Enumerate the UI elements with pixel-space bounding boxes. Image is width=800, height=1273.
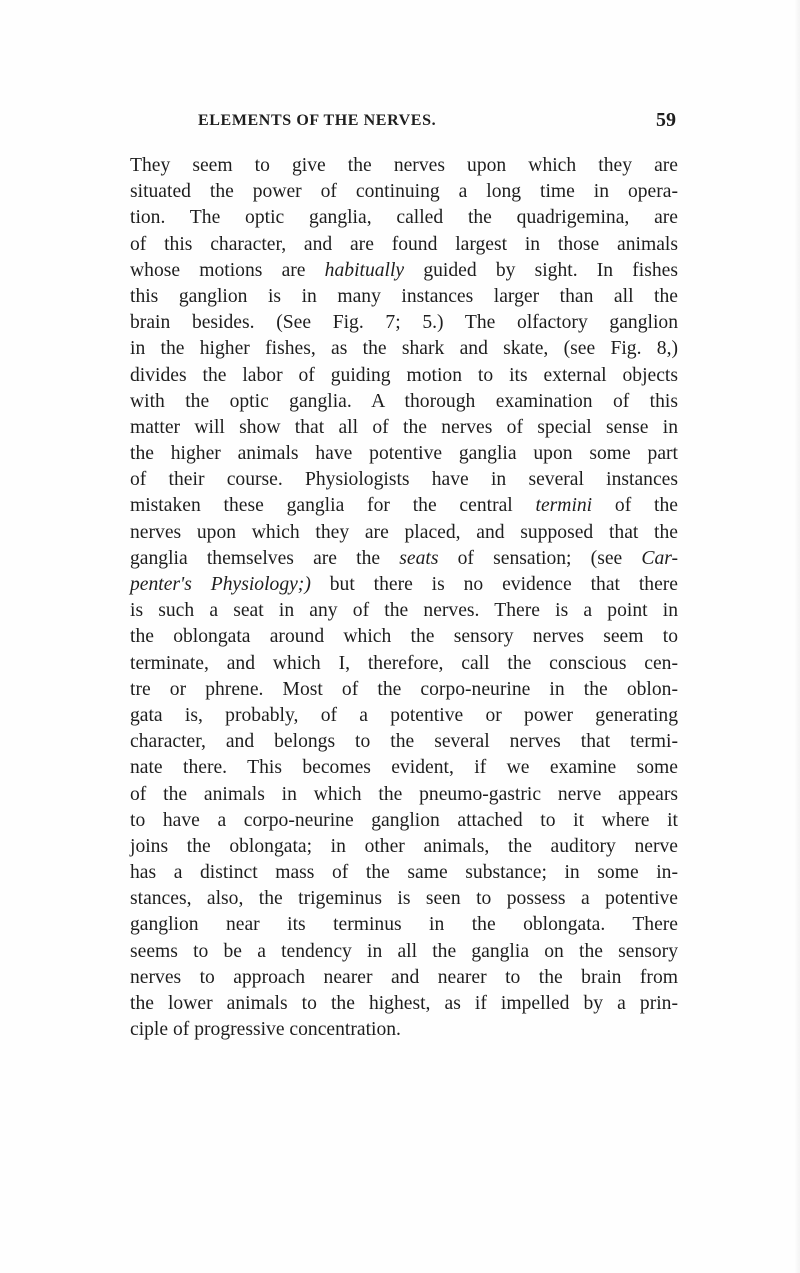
- text-run: guided by sight. In fishes: [404, 259, 678, 281]
- text-run: whose motions are: [130, 259, 325, 281]
- text-line: character, and belongs to the several nerves that termi-: [130, 731, 678, 753]
- text-line: this ganglion is in many instances larger than all the: [130, 285, 678, 307]
- text-line: nate there. This becomes evident, if we examine some: [130, 757, 678, 779]
- text-line: nerves upon which they are placed, and supposed that the: [130, 521, 678, 543]
- italic-term: termini: [535, 495, 593, 517]
- text-line: situated the power of continuing a long time in opera-: [130, 181, 678, 203]
- page-number: 59: [656, 109, 676, 131]
- text-line: They seem to give the nerves upon which they are: [130, 155, 678, 176]
- text-line: tion. The optic ganglia, called the quadrigemina, are: [130, 207, 678, 229]
- text-line: the oblongata around which the sensory nerves seem to: [130, 626, 678, 648]
- text-run: of the: [592, 495, 678, 517]
- text-line: terminate, and which I, therefore, call the conscious cen-: [130, 652, 678, 674]
- text-run: but there is no evidence that there: [310, 574, 678, 595]
- text-line: the lower animals to the highest, as if impelled by a prin-: [130, 993, 678, 1014]
- text-line: is such a seat in any of the nerves. There is a point in: [130, 600, 678, 622]
- page-edge-shadow: [794, 0, 800, 1273]
- page-header: [130, 109, 676, 136]
- text-line: divides the labor of guiding motion to its external objects: [130, 364, 678, 386]
- text-line: brain besides. (See Fig. 7; 5.) The olfactory ganglion: [130, 312, 678, 334]
- text-line: of the animals in which the pneumo-gastric nerve appears: [130, 783, 678, 805]
- body-paragraph: [130, 153, 678, 1043]
- text-line: in the higher fishes, as the shark and skate, (see Fig. 8,): [130, 338, 678, 360]
- italic-term: seats: [399, 547, 439, 569]
- text-line: [130, 572, 678, 598]
- text-line: joins the oblongata; in other animals, the auditory nerve: [130, 835, 678, 857]
- text-line: gata is, probably, of a potentive or power generating: [130, 704, 678, 726]
- text-run: mistaken these ganglia for the central: [130, 495, 536, 517]
- text-line: ganglion near its terminus in the oblongata. There: [130, 914, 678, 936]
- running-head: ELEMENTS OF THE NERVES.: [198, 112, 437, 129]
- text-line: stances, also, the trigeminus is seen to possess a potentive: [130, 888, 678, 910]
- text-line: of this character, and are found largest in those animals: [130, 233, 678, 255]
- text-run: of sensation; (see: [438, 547, 642, 569]
- text-line: matter will show that all of the nerves of special sense in: [130, 416, 678, 438]
- text-line: [130, 546, 678, 572]
- text-line: the higher animals have potentive ganglia upon some part: [130, 443, 678, 465]
- italic-term: habitually: [324, 259, 405, 281]
- text-line: tre or phrene. Most of the corpo-neurine in the oblon-: [130, 678, 678, 700]
- text-line: to have a corpo-neurine ganglion attached to it where it: [130, 809, 678, 831]
- text-line: has a distinct mass of the same substance; in some in-: [130, 862, 678, 884]
- italic-citation: Car-: [641, 547, 679, 569]
- text-line: [130, 493, 678, 519]
- text-line: ciple of progressive concentration.: [130, 1019, 401, 1041]
- text-run: ganglia themselves are the: [130, 547, 400, 569]
- text-line: with the optic ganglia. A thorough examination of this: [130, 390, 678, 412]
- text-line: nerves to approach nearer and nearer to the brain from: [130, 966, 678, 988]
- text-line: seems to be a tendency in all the ganglia on the sensory: [130, 940, 678, 962]
- text-line: [130, 258, 678, 284]
- italic-citation: penter's Physiology;): [130, 574, 311, 595]
- text-line: of their course. Physiologists have in several instances: [130, 469, 678, 491]
